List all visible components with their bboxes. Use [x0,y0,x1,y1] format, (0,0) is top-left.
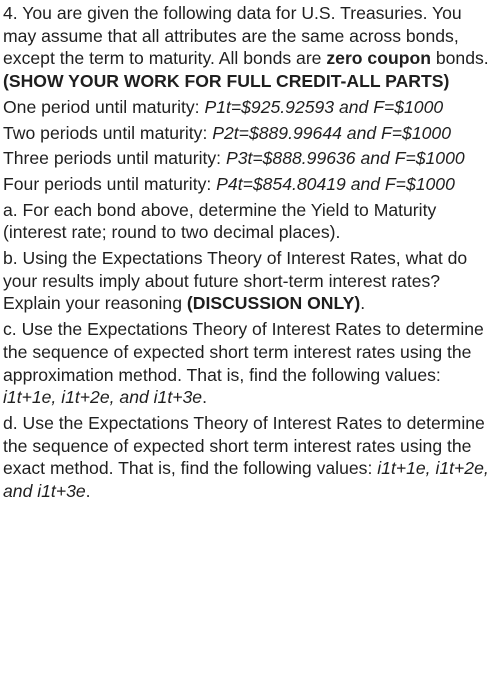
intro-text: 4. You are given the following data for U.S. Treasuries. You may assume that all attributes are the same across bonds, except the term to maturity. All bonds are [3,3,462,69]
part-c [3,318,495,409]
work-instruction: (SHOW YOUR WORK FOR FULL CREDIT-ALL PARTS) [3,71,450,92]
bond-label: Four periods until maturity: [3,173,217,194]
part-c-text: c. Use the Expectations Theory of Interest Rates to determine the sequence of expected short term interest rates using the approximation method. That is, find the following values: [3,319,484,385]
question-document [3,2,495,503]
part-b-end: . [360,293,366,314]
bond-price: P2t=$889.99644 and F=$1000 [212,122,451,143]
bond-label: Three periods until maturity: [3,148,226,169]
question-intro [3,2,495,93]
intro-mid-text: bonds. [430,48,489,69]
part-c-end: . [202,387,207,408]
part-a [3,199,495,244]
bond-label: One period until maturity: [3,96,205,117]
part-d [3,412,495,503]
bond-price: P1t=$925.92593 and F=$1000 [204,96,444,117]
zero-coupon-term: zero coupon [326,48,431,69]
part-b-discussion-only: (DISCUSSION ONLY) [186,293,361,314]
bond-label: Two periods until maturity: [3,122,213,143]
part-d-variables: i1t+1e, i1t+2e, and i1t+3e [3,458,489,502]
bond-price: P4t=$854.80419 and F=$1000 [216,173,455,194]
part-b-text: b. Using the Expectations Theory of Interest Rates, what do your results imply about future short-term interest rates? Explain your reasoning [3,248,468,314]
bond-two-periods [3,122,495,145]
bond-one-period [3,96,495,119]
part-d-end: . [85,481,91,502]
part-c-variables: i1t+1e, i1t+2e, and i1t+3e [3,387,203,408]
part-a-text: a. For each bond above, determine the Yield to Maturity (interest rate; round to two decimal places). [3,199,437,243]
bond-three-periods [3,147,495,170]
bond-four-periods [3,173,495,196]
bond-price: P3t=$888.99636 and F=$1000 [225,148,465,169]
part-b [3,247,495,315]
part-d-text: d. Use the Expectations Theory of Interest Rates to determine the sequence of expected short term interest rates using the exact method. That is, find the following values: [3,412,485,479]
